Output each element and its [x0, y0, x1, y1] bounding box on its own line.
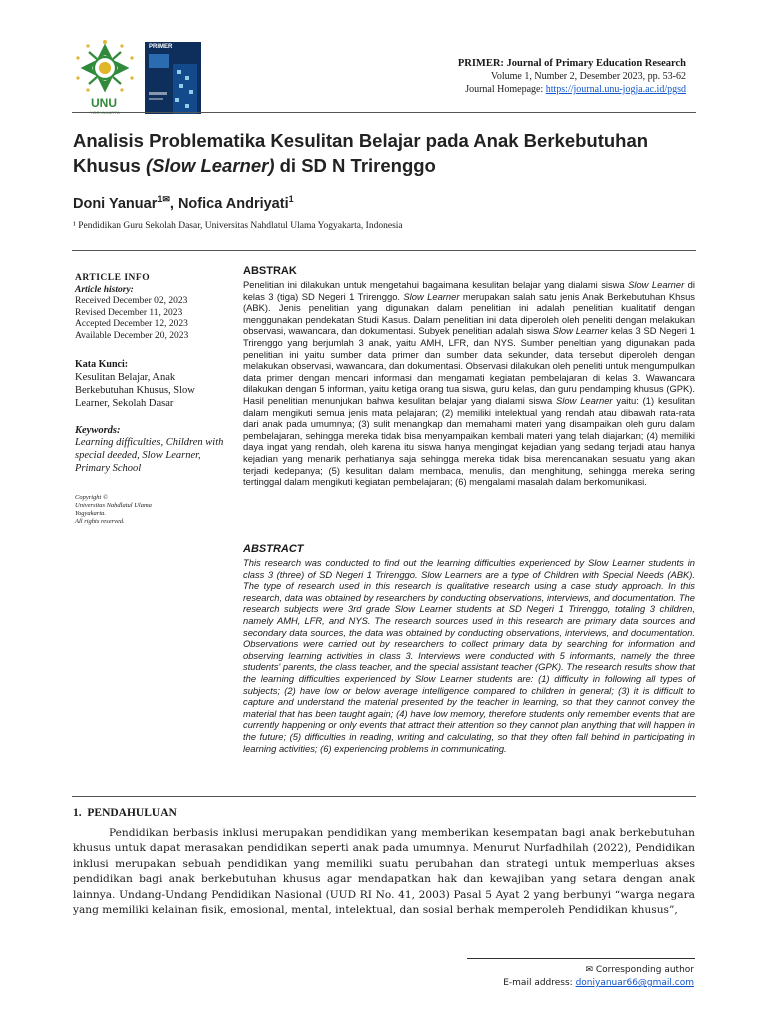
abstrak-span: yaitu: (1) kesulitan dalam mengikuti semua jenis mata pelajaran; (2) memiliki intelektual yang rendah atau dibawah rata-rata dari anak pada umumnya; (3) sulit menangkap dan memahami materi yang disampaikan oleh guru dalam pembelajaran, sehingga mereka tidak bisa menyampaikan kembali materi yang telah diajarkan; (4) memiliki daya ingat yang rendah, oleh karena itu siswa hanya mengingat kejadian yang sedang terjadi atau hanya kejadian yang menarik perhatianya saja sehingga mereka tidak bisa merencanakan sesuatu yang akan terjadi kedepanya; (5) kesulitan dalam membaca, menulis, dan menghitung, sehingga mereka sering tertinggal dalam mengikuti kegiatan pembelajaran; (6) mengalami masalah dalam berkomunikasi. [243, 394, 695, 488]
header-rule [72, 112, 696, 113]
kata-kunci-values: Kesulitan Belajar, Anak Berkebutuhan Khusus, Slow Learner, Sekolah Dasar [75, 371, 195, 409]
author-2: Nofica Andriyati [177, 195, 289, 212]
title-line-1: Analisis Problematika Kesulitan Belajar pada Anak Berkebutuhan [73, 130, 649, 151]
author-sep: , [169, 195, 178, 212]
abstract-text: This research was conducted to find out the learning difficulties experienced by Slow Learner students in class 3 (three) of SD Negeri 1 Trirenggo. Slow Learners are a type of Children with Special Needs (ABK). The type of research used in this research is qualitative research using a case study approach. In this research, data was obtained by researchers by conducting observations, interviews, and documentation. The research subjects were 3rd grade Slow Learner students at SD Negeri 1 Trirenggo, totaling 3 children, namely AMH, LFR, and NYS. The research sources used in this research are primary data sources and secondary data sources, the data was obtained by conducting observations, interviews, and documentation. Observations were carried out by researchers to collect primary data by searching for information and observing learning activities in class 3. Interviews were conducted with 5 informants, namely the three students' parents, the class teacher, and the special assistant teacher (GPK). The research results show that the learning difficulties experienced by Slow Learner students are: (1) difficulty in following all types of subjects; (2) have low or below average intelligence compared to children in general; (3) it is difficult to capture and understand the material presented by the teacher in learning, so that they cannot convey the material that has been taught again; (4) have low memory, therefore students only remember events that are currently happening or only events that attract their attention so they cannot plan anything that will happen in the future; (5) difficulties in reading, writing and calculating, so that they often fall behind in participating in learning activities; (6) experiencing problems in communicating. [243, 557, 695, 754]
author-2-sup: 1 [288, 194, 294, 204]
copyright-line: Universitas Nahdlatul Ulama [75, 502, 152, 509]
university-logo [70, 38, 140, 104]
available-date: Available December 20, 2023 [75, 330, 189, 341]
abstrak-span: Penelitian ini dilakukan untuk mengetahui bagaimana kesulitan belajar yang dialami siswa [243, 279, 629, 290]
email-line [503, 978, 694, 988]
journal-cover-image [145, 42, 201, 114]
copyright-notice [75, 494, 225, 526]
article-info-heading: ARTICLE INFO [75, 273, 151, 283]
title-italic: (Slow Learner) [145, 155, 275, 176]
title-text: Khusus [73, 155, 146, 176]
cover-title: PRIMER [149, 44, 173, 50]
email-link[interactable]: doniyanuar66@gmail.com [575, 978, 694, 988]
corresponding-note: ✉ Corresponding author [585, 965, 694, 975]
section-heading: 1. PENDAHULUAN [73, 807, 177, 819]
abstrak-text [243, 279, 695, 488]
article-history-label: Article history: [75, 284, 134, 295]
abstrak-italic: Slow Learner [403, 290, 460, 302]
copyright-line: Copyright © [75, 494, 108, 501]
footer-rule [467, 958, 695, 959]
title-text-end: di SD N Trirenggo [274, 155, 436, 176]
authors [73, 194, 294, 212]
abstract-rule [72, 796, 696, 797]
title-line-2 [73, 153, 713, 178]
abstract-heading: ABSTRACT [243, 543, 304, 555]
author-1: Doni Yanuar [73, 195, 158, 212]
article-info-column [75, 273, 225, 526]
journal-volume: Volume 1, Number 2, Desember 2023, pp. 53-62 [490, 71, 686, 82]
abstrak-italic: Slow Learner [628, 279, 685, 290]
received-date: Received December 02, 2023 [75, 296, 188, 306]
logo-subtext: YOGYAKARTA [90, 110, 120, 115]
author-1-sup: 1✉ [157, 194, 170, 204]
keywords-label: Keywords: [75, 424, 121, 436]
abstrak-italic: Slow Learner [556, 394, 613, 406]
journal-title: PRIMER: Journal of Primary Education Research [457, 58, 686, 69]
homepage-link[interactable]: https://journal.unu-jogja.ac.id/pgsd [545, 84, 686, 95]
affiliation: ¹ Pendidikan Guru Sekolah Dasar, Universitas Nahdlatul Ulama Yogyakarta, Indonesia [73, 221, 403, 231]
abstrak-span: kelas 3 SD Negeri 1 Trirenggo yang berjumlah 3 anak, yaitu AMH, LFR, dan NYS. Sumber peneltian yang digunakan pada penelitian ini yaitu sumber data primer dan sumber data sekunder, data tersebut diperoleh dengan melakukan observasi, wawancara, dan dokumentasi. Observasi dilakukan oleh peneliti untuk mengumpulkan data primer dengan mencari informasi dan mengamati kegiatan pembelajaran di kelas 3. Wawancara dilakukan dengan 5 informan, yaitu ketiga orang tua siswa, guru kelas, dan guru pendamping khusus (GPK). Hasil penelitian menunjukan bahwa kesulitan belajar yang dialami siswa [243, 325, 695, 406]
copyright-line: Yogyakarta. [75, 510, 106, 517]
article-title [73, 128, 713, 178]
abstrak-italic: Slow Learner [552, 325, 609, 337]
accepted-date: Accepted December 12, 2023 [75, 319, 188, 329]
keywords-values: Learning difficulties, Children with special deeded, Slow Learner, Primary School [75, 437, 224, 474]
homepage-label: Journal Homepage: [465, 84, 546, 95]
abstrak-span: di kelas 3 (tiga) SD Negeri 1 Trirenggo. [243, 279, 695, 302]
journal-info [458, 57, 686, 96]
affiliation-rule [72, 250, 696, 251]
copyright-line: All rights reserved. [75, 518, 125, 525]
email-label: E-mail address: [503, 978, 576, 988]
section-paragraph: Pendidikan berbasis inklusi merupakan pendidikan yang memberikan kesempatan bagi anak berkebutuhan khusus untuk dapat merasakan pendidikan seperti anak pada umumnya. Menurut Nurfadhilah (2022), Pendidikan inklusi merupakan sebuah pendidikan yang memiliki suatu perubahan dan strategi untuk memperluas akses pendidikan bagi anak berkebutuhan khusus agar mendapatkan hak dan kewajiban yang setara dengan anak lainnya. Undang-Undang Pendidikan Nasional (UUD RI No. 41, 2003) Pasal 5 Ayat 2 yang berbunyi “warga negara yang memiliki kelainan fisik, emosional, mental, intelektual, dan sosial berhak memperoleh Pendidikan khusus”, [73, 827, 695, 917]
journal-homepage [458, 83, 686, 96]
revised-date: Revised December 11, 2023 [75, 307, 183, 318]
logo-text: UNU [91, 96, 117, 110]
abstrak-heading: ABSTRAK [243, 265, 297, 277]
abstrak-span: merupakan salah satu jenis Anak Berkebutuhan Khsus (ABK). Jenis penelitian yang digunakan dalam penelitian ini adalah penelitian kualitatif dengan menggunakan pendekatan Studi Kasus. Dalam penelitian ini data diperoleh oleh peneliti dengan melakukan observasi, wawancara, dan dokumentasi. Subyek penelitian adalah siswa [243, 290, 695, 337]
kata-kunci-label: Kata Kunci: [75, 359, 129, 370]
